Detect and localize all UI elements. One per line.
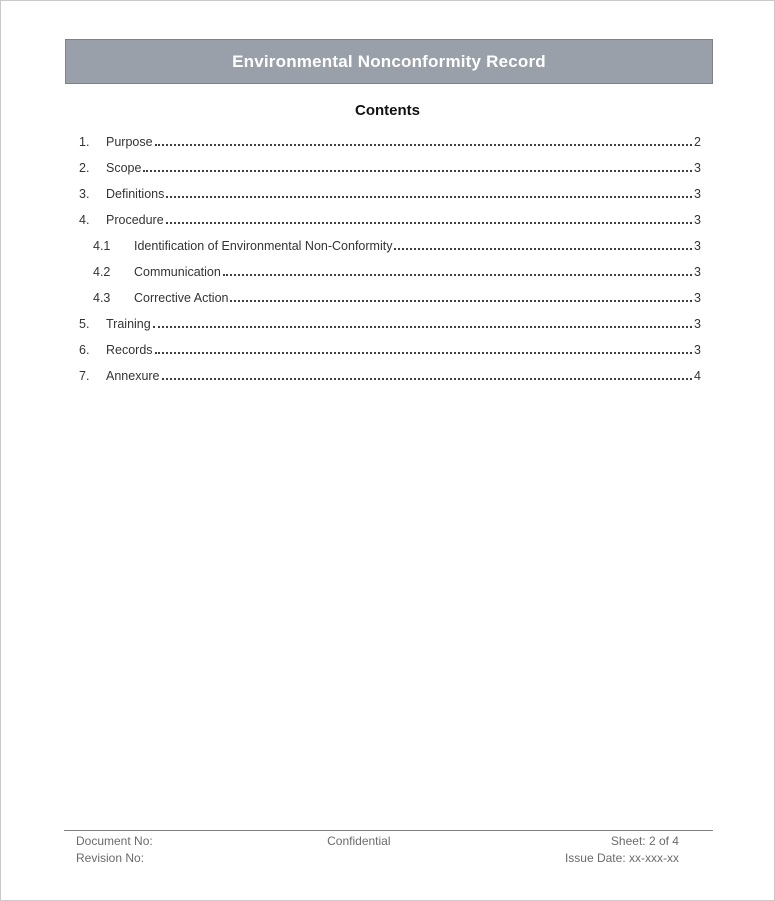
toc-entry-number: 4. bbox=[79, 213, 90, 227]
toc-entry-page: 2 bbox=[694, 135, 701, 149]
toc-entry-number: 7. bbox=[79, 369, 90, 383]
toc-dot-leader bbox=[223, 274, 692, 276]
toc-entry[interactable] bbox=[79, 361, 701, 387]
toc-entry-label: Annexure bbox=[106, 369, 160, 383]
toc-entry-label: Corrective Action bbox=[134, 291, 229, 305]
document-title: Environmental Nonconformity Record bbox=[232, 51, 546, 71]
toc-entry[interactable] bbox=[79, 283, 701, 309]
toc-dot-leader bbox=[155, 144, 692, 146]
toc-entry-page: 4 bbox=[694, 369, 701, 383]
toc-entry-page: 3 bbox=[694, 265, 701, 279]
toc-dot-leader bbox=[166, 196, 692, 198]
toc-entry-label: Procedure bbox=[106, 213, 164, 227]
footer-divider bbox=[64, 830, 713, 831]
toc-entry-number: 4.3 bbox=[93, 291, 111, 305]
toc-entry-number: 1. bbox=[79, 135, 90, 149]
footer-center bbox=[327, 833, 390, 867]
toc-entry-number: 3. bbox=[79, 187, 90, 201]
toc-entry[interactable] bbox=[79, 179, 701, 205]
toc-dot-leader bbox=[155, 352, 693, 354]
toc-list bbox=[79, 127, 701, 387]
toc-entry-number: 6. bbox=[79, 343, 90, 357]
toc-entry[interactable] bbox=[79, 205, 701, 231]
toc-entry-number: 5. bbox=[79, 317, 90, 331]
toc-dot-leader bbox=[166, 222, 692, 224]
title-banner bbox=[65, 39, 713, 84]
confidential-label: Confidential bbox=[327, 834, 391, 848]
toc-entry[interactable] bbox=[79, 335, 701, 361]
footer-left bbox=[76, 833, 153, 867]
toc-entry[interactable] bbox=[79, 309, 701, 335]
toc-entry-label: Definitions bbox=[106, 187, 165, 201]
toc-entry-page: 3 bbox=[694, 291, 701, 305]
toc-entry-number: 4.2 bbox=[93, 265, 111, 279]
toc-entry-page: 3 bbox=[694, 161, 701, 175]
toc-entry-label: Scope bbox=[106, 161, 142, 175]
toc-dot-leader bbox=[230, 300, 692, 302]
toc-entry[interactable] bbox=[79, 127, 701, 153]
document-no-label: Document No: bbox=[76, 834, 153, 848]
toc-entry-page: 3 bbox=[694, 213, 701, 227]
footer bbox=[64, 833, 713, 867]
sheet-number-label: Sheet: 2 of 4 bbox=[610, 834, 679, 848]
toc-entry-label: Records bbox=[106, 343, 153, 357]
toc-entry-number: 4.1 bbox=[93, 239, 111, 253]
toc-dot-leader bbox=[143, 170, 692, 172]
toc-entry[interactable] bbox=[79, 231, 701, 257]
toc-entry[interactable] bbox=[79, 257, 701, 283]
contents-heading: Contents bbox=[355, 102, 420, 119]
toc-dot-leader bbox=[394, 248, 692, 250]
issue-date-label: Issue Date: xx-xxx-xx bbox=[564, 851, 679, 865]
toc-entry[interactable] bbox=[79, 153, 701, 179]
toc-entry-label: Communication bbox=[134, 265, 221, 279]
toc-entry-number: 2. bbox=[79, 161, 90, 175]
toc-entry-label: Identification of Environmental Non-Conformity bbox=[134, 239, 393, 253]
revision-no-label: Revision No: bbox=[76, 851, 145, 865]
toc-entry-page: 3 bbox=[694, 317, 701, 331]
toc-dot-leader bbox=[162, 378, 693, 380]
toc-entry-page: 3 bbox=[694, 239, 701, 253]
toc-entry-label: Purpose bbox=[106, 135, 153, 149]
toc-entry-page: 3 bbox=[694, 343, 701, 357]
toc-entry-page: 3 bbox=[694, 187, 701, 201]
footer-right bbox=[565, 833, 679, 867]
toc-dot-leader bbox=[153, 326, 692, 328]
toc-entry-label: Training bbox=[106, 317, 151, 331]
